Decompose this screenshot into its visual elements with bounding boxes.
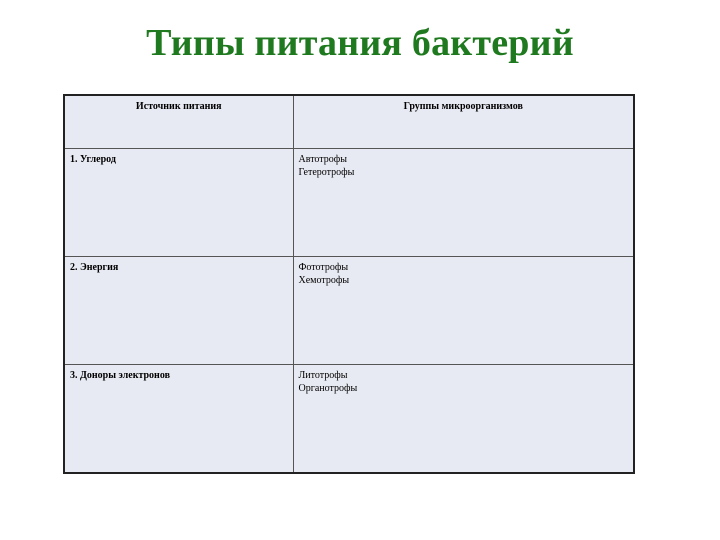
- group-item: Литотрофы: [298, 370, 348, 382]
- group-item: Фототрофы: [298, 261, 349, 273]
- nutrition-types-table: [63, 94, 635, 474]
- source-cell-carbon: 1. Углерод: [64, 148, 293, 256]
- table-header-row: [64, 95, 634, 148]
- source-cell-electron-donors: 3. Доноры электронов: [64, 365, 293, 473]
- header-nutrition-source: Источник питания: [64, 95, 293, 148]
- groups-cell-electron-donors: [293, 365, 634, 473]
- group-item: Хемотрофы: [298, 274, 350, 286]
- group-item: Автотрофы: [298, 153, 347, 165]
- table-row: [64, 365, 634, 473]
- header-microorganism-groups: Группы микроорганизмов: [293, 95, 634, 148]
- table-row: [64, 148, 634, 256]
- slide-title: Типы питания бактерий: [146, 22, 574, 64]
- groups-cell-carbon: [293, 148, 634, 256]
- group-item: Гетеротрофы: [298, 166, 355, 178]
- source-cell-energy: 2. Энергия: [64, 256, 293, 364]
- table-row: [64, 256, 634, 364]
- groups-cell-energy: [293, 256, 634, 364]
- group-item: Органотрофы: [298, 383, 358, 395]
